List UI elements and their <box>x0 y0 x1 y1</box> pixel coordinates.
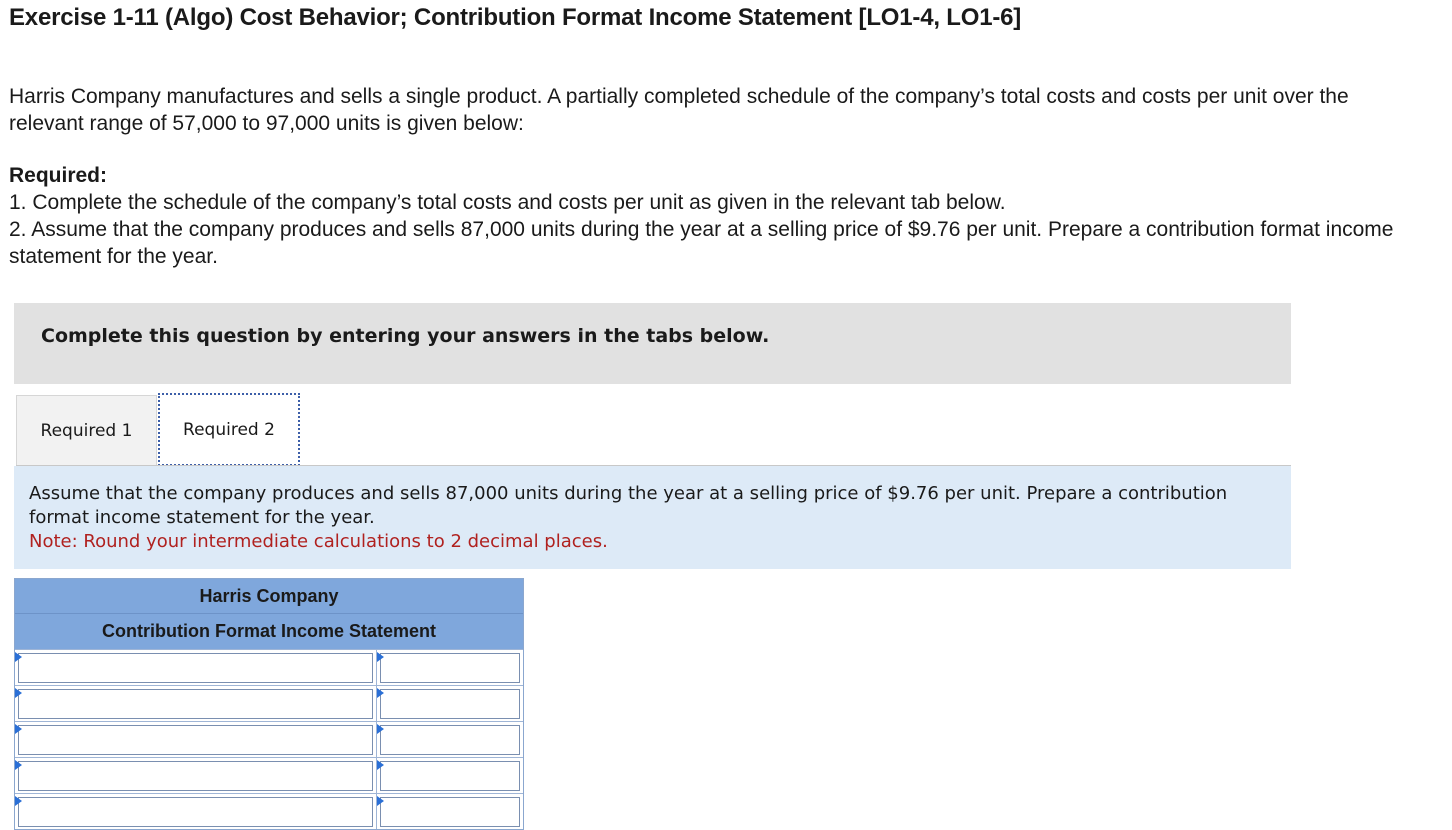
dropdown-flag-icon <box>377 688 384 698</box>
row-amount-cell <box>377 650 523 685</box>
dropdown-flag-icon <box>377 760 384 770</box>
dropdown-flag-icon <box>15 688 22 698</box>
row-label-input[interactable] <box>18 761 373 791</box>
intro-paragraph: Harris Company manufactures and sells a single product. A partially completed schedule of the company’s total costs and costs per unit over the relevant range of 57,000 to 97,000 units is given below: <box>9 85 1349 135</box>
row-label-input[interactable] <box>18 725 373 755</box>
row-label-cell <box>15 758 377 793</box>
required-section <box>9 162 1439 270</box>
statement-company-name: Harris Company <box>15 579 523 614</box>
dropdown-flag-icon <box>377 724 384 734</box>
tab-required-2[interactable]: Required 2 <box>158 393 300 466</box>
row-amount-input[interactable] <box>380 725 520 755</box>
row-label-cell <box>15 686 377 721</box>
row-amount-cell <box>377 686 523 721</box>
dropdown-flag-icon <box>377 796 384 806</box>
question-text <box>29 482 1259 554</box>
required-item-2: 2. Assume that the company produces and sells 87,000 units during the year at a selling price of $9.76 per unit. Prepare a contribution format income statement for the year. <box>9 218 1394 268</box>
question-note: Note: Round your intermediate calculations to 2 decimal places. <box>29 531 608 552</box>
row-label-input[interactable] <box>18 653 373 683</box>
question-prompt: Assume that the company produces and sells 87,000 units during the year at a selling price of $9.76 per unit. Prepare a contribution format income statement for the year. <box>29 483 1228 528</box>
income-statement-table <box>14 578 524 830</box>
required-item-1: 1. Complete the schedule of the company’s total costs and costs per unit as given in the relevant tab below. <box>9 191 1006 214</box>
row-label-cell <box>15 794 377 829</box>
statement-row <box>15 649 523 685</box>
row-amount-cell <box>377 794 523 829</box>
row-label-cell <box>15 650 377 685</box>
row-amount-cell <box>377 722 523 757</box>
statement-row <box>15 793 523 829</box>
row-amount-input[interactable] <box>380 761 520 791</box>
statement-row <box>15 757 523 793</box>
exercise-title: Exercise 1-11 (Algo) Cost Behavior; Contribution Format Income Statement [LO1-4, LO1-6] <box>9 4 1022 31</box>
dropdown-flag-icon <box>15 760 22 770</box>
dropdown-flag-icon <box>15 724 22 734</box>
question-panel <box>14 466 1291 569</box>
row-amount-cell <box>377 758 523 793</box>
statement-row <box>15 685 523 721</box>
instruction-text: Complete this question by entering your answers in the tabs below. <box>41 325 770 347</box>
row-amount-input[interactable] <box>380 797 520 827</box>
required-heading: Required: <box>9 164 108 187</box>
instruction-banner <box>14 303 1291 384</box>
row-label-input[interactable] <box>18 689 373 719</box>
row-amount-input[interactable] <box>380 653 520 683</box>
tab-required-1[interactable]: Required 1 <box>16 395 157 465</box>
row-amount-input[interactable] <box>380 689 520 719</box>
statement-row <box>15 721 523 757</box>
row-label-input[interactable] <box>18 797 373 827</box>
statement-title: Contribution Format Income Statement <box>15 614 523 649</box>
row-label-cell <box>15 722 377 757</box>
dropdown-flag-icon <box>377 652 384 662</box>
dropdown-flag-icon <box>15 652 22 662</box>
dropdown-flag-icon <box>15 796 22 806</box>
